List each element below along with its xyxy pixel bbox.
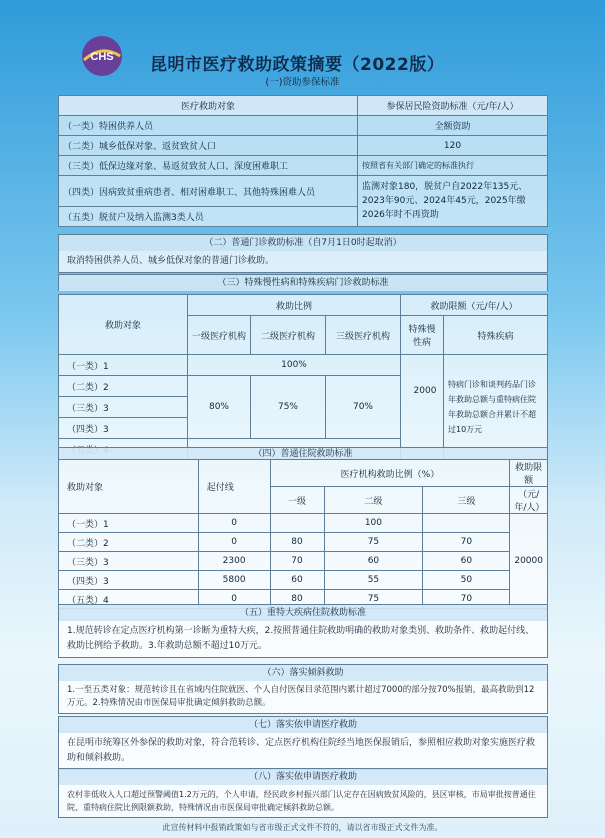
start-value: 0 (198, 533, 270, 552)
start-value: 2300 (198, 552, 270, 571)
section-2-body: 取消特困供养人员、城乡低保对象的普通门诊救助。 (59, 251, 547, 272)
column-header: 一级医疗机构 (188, 316, 251, 355)
special-limit-value: 特病门诊和谈判药品门诊年救助总额与重特病住院年救助总额合并累计不超过10万元 (444, 355, 548, 460)
table-row (59, 176, 548, 207)
column-header: 救助对象 (59, 460, 199, 514)
row-label: （四类）3 (59, 571, 199, 590)
section-5-title: （五）重特大疾病住院救助标准 (59, 605, 547, 621)
section-1-title: (一)资助参保标准 (265, 77, 340, 88)
section-7 (58, 716, 548, 770)
row-label: （二类）城乡低保对象、返贫致贫人口 (59, 136, 358, 156)
section-2-title: （二）普通门诊救助标准（自7月1日0时起取消） (59, 235, 547, 251)
page-title: 昆明市医疗救助政策摘要（2022版） (150, 55, 445, 75)
l2-value: 55 (324, 571, 423, 590)
section-6-title: （六）落实倾斜救助 (59, 665, 547, 681)
table-row (59, 514, 548, 533)
table-row (59, 156, 548, 176)
l1-value (270, 514, 324, 533)
column-header: 医疗救助对象 (59, 96, 358, 116)
section-5 (58, 604, 548, 658)
ratio-value: 75% (251, 376, 326, 439)
section-4-title: （四）普通住院救助标准 (59, 448, 547, 460)
ratio-value: 80% (188, 376, 251, 439)
l3-value: 70 (423, 590, 510, 609)
l3-value: 60 (423, 552, 510, 571)
column-header: 起付线 (198, 460, 270, 514)
limit-value: 20000 (510, 514, 548, 609)
row-label: （五类）4 (59, 590, 199, 609)
row-value: 按照省有关部门确定的标准执行 (358, 156, 548, 176)
row-label: （三类）3 (59, 552, 199, 571)
table-row (59, 116, 548, 136)
table-row (59, 136, 548, 156)
l3-value: 50 (423, 571, 510, 590)
row-label: （五类）脱贫户及纳入监测3类人员 (59, 207, 358, 227)
section-8-title: （八）落实依申请医疗救助 (59, 769, 547, 785)
l1-value: 70 (270, 552, 324, 571)
l1-value: 80 (270, 590, 324, 609)
column-header: 医疗机构救助比例（%） (270, 460, 510, 487)
l3-value: 70 (423, 533, 510, 552)
row-value: 监测对象180，脱贫户自2022年135元、2023年90元、2024年45元，2025年缴2026年时不再资助 (358, 176, 548, 227)
column-header: 特殊慢性病 (401, 316, 444, 355)
row-label: （三类）低保边缘对象、易返贫致贫人口、深度困难职工 (59, 156, 358, 176)
section-2 (58, 234, 548, 273)
table-row (59, 533, 548, 552)
start-value: 0 (198, 590, 270, 609)
l1-value: 60 (270, 571, 324, 590)
table-row (59, 552, 548, 571)
row-value: 120 (358, 136, 548, 156)
l3-value (423, 514, 510, 533)
column-header: 救助限额（元/年/人） (401, 295, 548, 316)
section-8-body: 农村非低收入人口超过预警阈值1.2万元的，个人申请，经民政乡村振兴部门认定存在因病致贫风险的，县区审核，市局审批按普通住院、重特病住院比例限额救助，特殊情况由市医保局审批确定倾斜救助总额。 (59, 785, 547, 817)
row-label: （三类）3 (59, 397, 188, 418)
column-header: 参保居民险资助标准（元/年/人） (358, 96, 548, 116)
column-header: 三级 (423, 487, 510, 514)
column-header: 二级 (324, 487, 423, 514)
l2-value: 75 (324, 590, 423, 609)
chs-logo-icon (80, 34, 124, 78)
column-header: 一级 (270, 487, 324, 514)
column-header: 救助限额 (510, 460, 548, 487)
svg-text:CHS: CHS (90, 51, 114, 63)
row-label: （一类）1 (59, 514, 199, 533)
section-3-header (58, 274, 548, 291)
column-header: 三级医疗机构 (326, 316, 401, 355)
slow-limit-text: 2000 (413, 386, 437, 396)
l1-value: 80 (270, 533, 324, 552)
l2-value: 100 (324, 514, 423, 533)
row-label: （四类）3 (59, 418, 188, 439)
section-5-body: 1.规范转诊在定点医疗机构第一诊断为重特大疾，2.按照普通住院救助明确的救助对象类别、救助条件、救助起付线、救助比例给予救助。3.年救助总额不超过10万元。 (59, 621, 547, 657)
ratio-value: 70% (326, 376, 401, 439)
table-outpatient-special (58, 294, 548, 460)
row-label: （四类）因病致贫重病患者、相对困难职工、其他特殊困难人员 (59, 176, 358, 207)
section-7-title: （七）落实依申请医疗救助 (59, 717, 547, 733)
start-value: 0 (198, 514, 270, 533)
table-inpatient (58, 459, 548, 609)
l2-value: 60 (324, 552, 423, 571)
column-header: 救助对象 (59, 295, 188, 355)
row-label: （一类）特困供养人员 (59, 116, 358, 136)
row-label: （二类）2 (59, 533, 199, 552)
row-label: （二类）2 (59, 376, 188, 397)
l2-value: 75 (324, 533, 423, 552)
slow-limit-value (401, 355, 444, 460)
section-3-title: （三）特殊慢性病和特殊疾病门诊救助标准 (59, 275, 547, 291)
table-funding-standard (58, 95, 548, 227)
row-value: 全额资助 (358, 116, 548, 136)
section-6-body: 1.一至五类对象：规范转诊且在省域内住院就医、个人自付医保目录范围内累计超过7000的部分按70%报销，最高救助到12万元。2.特殊情况由市医保局审批确定倾斜救助总额。 (59, 681, 547, 713)
table-row (59, 355, 548, 376)
start-value: 5800 (198, 571, 270, 590)
column-header: 二级医疗机构 (251, 316, 326, 355)
column-header: 救助比例 (188, 295, 401, 316)
section-6 (58, 664, 548, 714)
row-label: （一类）1 (59, 355, 188, 376)
ratio-value: 100% (188, 355, 401, 376)
section-7-body: 在昆明市统筹区外参保的救助对象，符合范转诊、定点医疗机构住院经当地医保报销后，参照相应救助对象实施医疗救助和倾斜救助。 (59, 733, 547, 769)
column-header-unit: （元/年/人） (510, 487, 548, 514)
column-header: 特殊疾病 (444, 316, 548, 355)
table-row (59, 571, 548, 590)
footer-note: 此宣传材料中报销政策如与省市级正式文件不符的，请以省市级正式文件为准。 (162, 823, 443, 832)
section-8 (58, 768, 548, 818)
